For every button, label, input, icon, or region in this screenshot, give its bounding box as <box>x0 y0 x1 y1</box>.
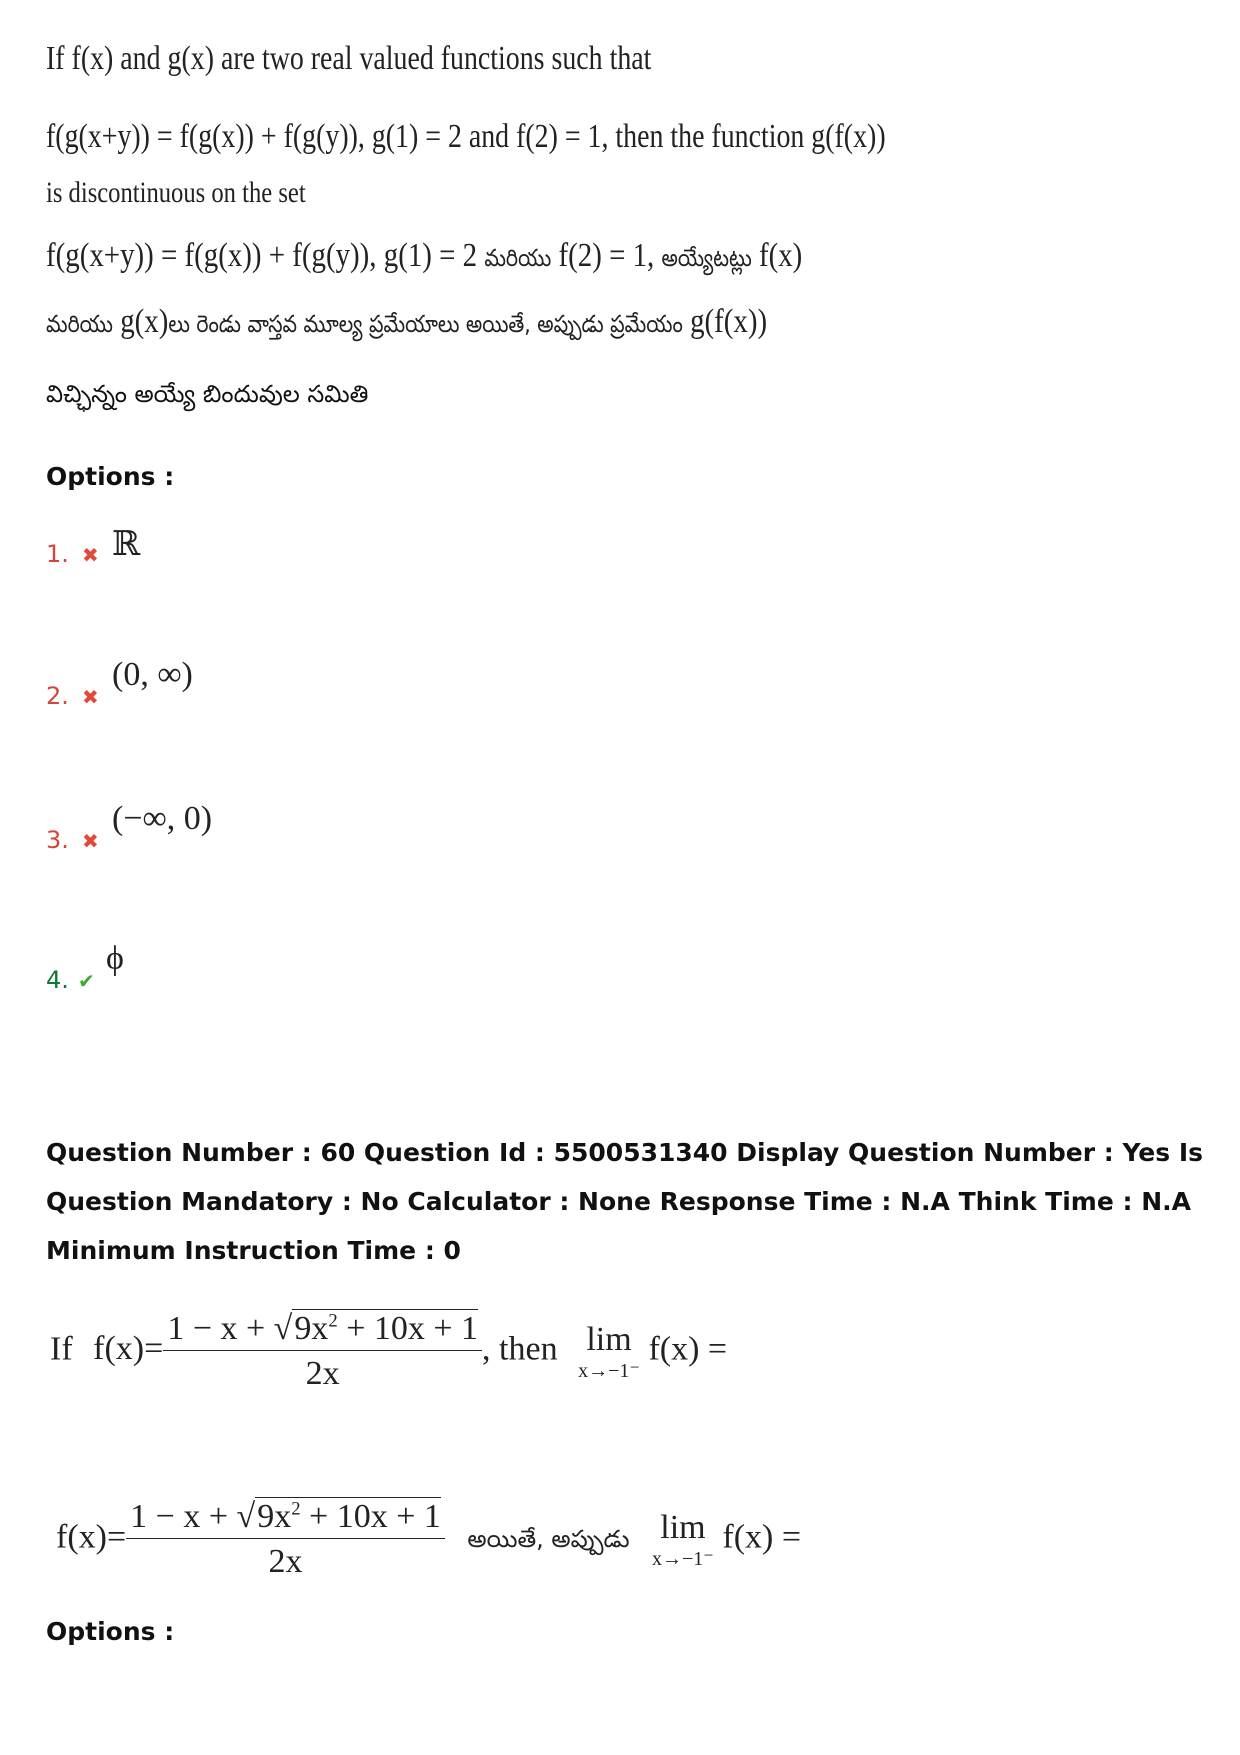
option-number: 2. <box>46 682 69 710</box>
cross-icon: ✖ <box>82 685 99 709</box>
option-number: 4. <box>46 966 69 994</box>
q60-options-label: Options : <box>46 1617 175 1646</box>
option-4-value: ϕ <box>106 940 124 977</box>
option-number: 1. <box>46 540 69 568</box>
q59-telugu-line1: f(g(x+y)) = f(g(x)) + f(g(y)), g(1) = 2 మరియు f(2) = 1, అయ్యేటట్లు f(x) <box>46 237 803 274</box>
q60-english: If f(x)= $\frac{1 - x + √9x^2 + 10x + 1}{2x}$ , then lim x→−1⁻ f(x) = <box>50 1310 728 1392</box>
cross-icon: ✖ <box>82 829 99 853</box>
q59-english-line3: is discontinuous on the set <box>46 176 306 209</box>
check-icon: ✔ <box>78 969 95 993</box>
cross-icon: ✖ <box>82 543 99 567</box>
option-3[interactable] <box>46 826 99 854</box>
option-4[interactable] <box>46 966 95 994</box>
q60-telugu: f(x)= $\frac{1 - x + √9x^2 + 10x + 1}{2x}$ అయితే, అప్పుడు lim x→−1⁻ f(x) = <box>56 1498 802 1580</box>
option-1-value: ℝ <box>112 526 141 563</box>
option-2-value: (0, ∞) <box>112 656 193 693</box>
option-2[interactable] <box>46 682 99 710</box>
q59-options-label: Options : <box>46 462 175 491</box>
q59-telugu-line3: విచ్ఛిన్నం అయ్యే బిందువుల సమితి <box>46 380 369 408</box>
option-3-value: (−∞, 0) <box>112 800 213 837</box>
option-1[interactable] <box>46 540 99 568</box>
question-metadata: Question Number : 60 Question Id : 5500531340 Display Question Number : Yes Is Question Mandatory : No Calculator : None Response Time : N.A Think Time : N.A Minimum Instruction Time : 0 <box>46 1138 1204 1265</box>
q59-english-line2: f(g(x+y)) = f(g(x)) + f(g(y)), g(1) = 2 and f(2) = 1, then the function g(f(x)) <box>46 118 886 155</box>
q60-fraction-te: $\frac{1 - x + √9x^2 + 10x + 1}{2x}$ <box>126 1498 445 1581</box>
option-number: 3. <box>46 826 69 854</box>
q59-english-line1: If f(x) and g(x) are two real valued functions such that <box>46 40 652 77</box>
q59-telugu-line2: మరియు g(x)లు రెండు వాస్తవ మూల్య ప్రమేయాలు అయితే, అప్పుడు ప్రమేయం g(f(x)) <box>46 303 768 340</box>
q60-fraction: $\frac{1 - x + √9x^2 + 10x + 1}{2x}$ <box>163 1310 482 1393</box>
